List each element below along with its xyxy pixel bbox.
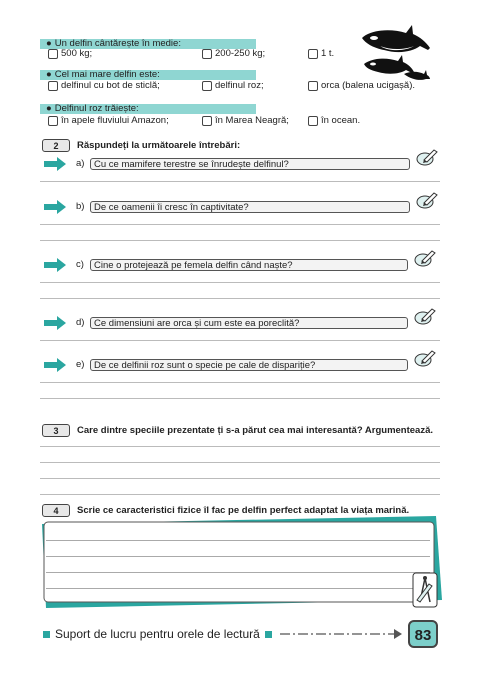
answer-line[interactable] <box>40 478 440 479</box>
pen-icon <box>414 307 436 325</box>
mcq-option-1c[interactable]: 1 t. <box>308 48 334 60</box>
mcq-option-2c[interactable]: orca (balena ucigașă). <box>308 80 415 92</box>
question-c: Cine o protejează pe femela delfin când naște? <box>90 259 408 271</box>
answer-frame <box>36 514 444 610</box>
arrow-right-icon <box>44 316 66 330</box>
question-d: Ce dimensiuni are orca și cum este ea poreclită? <box>90 317 408 329</box>
square-bullet-icon <box>265 631 272 638</box>
question-e: De ce delfinii roz sunt o specie pe cale de dispariție? <box>90 359 408 371</box>
task-number-4: 4 <box>42 504 70 517</box>
task-title-3: Care dintre speciile prezentate ți s-a părut cea mai interesantă? Argumentează. <box>77 425 434 436</box>
checkbox[interactable] <box>202 116 212 126</box>
mcq-option-1a[interactable]: 500 kg; <box>48 48 92 60</box>
answer-line[interactable] <box>40 282 440 283</box>
mcq-option-3a[interactable]: în apele fluviului Amazon; <box>48 115 169 127</box>
question-a: Cu ce mamifere terestre se înrudește delfinul? <box>90 158 410 170</box>
arrow-right-icon <box>44 200 66 214</box>
footer-text: Suport de lucru pentru orele de lectură <box>55 627 260 641</box>
checkbox[interactable] <box>48 81 58 91</box>
answer-line[interactable] <box>40 382 440 383</box>
checkbox[interactable] <box>202 49 212 59</box>
mcq-question-2: ● Cel mai mare delfin este: <box>40 70 256 80</box>
orca-illustration <box>360 24 432 82</box>
footer <box>38 627 277 641</box>
answer-line[interactable] <box>40 462 440 463</box>
question-letter-a: a) <box>76 158 85 169</box>
pen-icon <box>414 249 436 267</box>
pen-icon <box>414 349 436 367</box>
mcq-option-3c[interactable]: în ocean. <box>308 115 360 127</box>
question-letter-c: c) <box>76 259 84 270</box>
mcq-option-2a[interactable]: delfinul cu bot de sticlă; <box>48 80 160 92</box>
task-number-2: 2 <box>42 139 70 152</box>
answer-line[interactable] <box>46 540 430 541</box>
mcq-question-1: ● Un delfin cântărește în medie: <box>40 39 256 49</box>
answer-line[interactable] <box>40 298 440 299</box>
answer-line[interactable] <box>40 398 440 399</box>
page-number: 83 <box>408 620 438 648</box>
arrow-right-icon <box>44 157 66 171</box>
answer-line[interactable] <box>40 494 440 495</box>
arrow-right-icon <box>44 358 66 372</box>
answer-line[interactable] <box>46 572 430 573</box>
arrow-right-icon <box>44 258 66 272</box>
checkbox[interactable] <box>308 81 318 91</box>
checkbox[interactable] <box>48 49 58 59</box>
question-letter-b: b) <box>76 201 85 212</box>
mcq-option-3b[interactable]: în Marea Neagră; <box>202 115 289 127</box>
checkbox[interactable] <box>202 81 212 91</box>
question-letter-e: e) <box>76 359 85 370</box>
mcq-question-3: ● Delfinul roz trăiește: <box>40 104 256 114</box>
pencil-compass-icon <box>412 572 438 608</box>
answer-line[interactable] <box>40 224 440 225</box>
dash-dot-arrow-icon <box>280 628 404 640</box>
checkbox[interactable] <box>308 116 318 126</box>
answer-line[interactable] <box>40 240 440 241</box>
answer-line[interactable] <box>40 446 440 447</box>
task-number-3: 3 <box>42 424 70 437</box>
answer-line[interactable] <box>40 340 440 341</box>
question-letter-d: d) <box>76 317 85 328</box>
question-b: De ce oamenii îi cresc în captivitate? <box>90 201 410 213</box>
answer-line[interactable] <box>46 556 430 557</box>
square-bullet-icon <box>43 631 50 638</box>
task-title-4: Scrie ce caracteristici fizice îl fac pe delfin perfect adaptat la viața marină. <box>77 505 410 516</box>
mcq-option-1b[interactable]: 200-250 kg; <box>202 48 265 60</box>
mcq-option-2b[interactable]: delfinul roz; <box>202 80 264 92</box>
checkbox[interactable] <box>308 49 318 59</box>
answer-line[interactable] <box>46 588 430 589</box>
pen-icon <box>416 148 438 166</box>
task-title-2: Răspundeți la următoarele întrebări: <box>77 140 241 151</box>
checkbox[interactable] <box>48 116 58 126</box>
pen-icon <box>416 191 438 209</box>
answer-line[interactable] <box>40 181 440 182</box>
